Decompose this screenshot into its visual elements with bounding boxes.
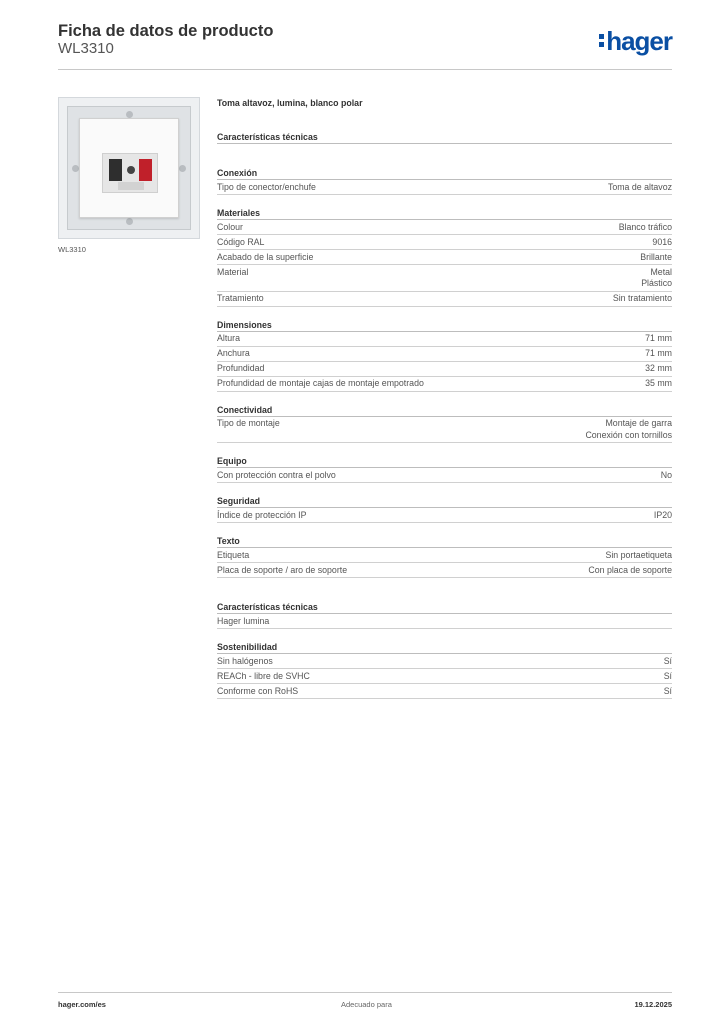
spec-value-line: 9016 — [652, 236, 672, 247]
spec-section — [217, 494, 672, 523]
footer-date: 19.12.2025 — [634, 1000, 672, 1009]
spec-value-line: Plástico — [641, 278, 672, 288]
spec-label: Tipo de montaje — [217, 418, 280, 428]
spec-value-line: Sí — [663, 670, 672, 681]
spec-row — [217, 684, 672, 699]
spec-label: Acabado de la superficie — [217, 251, 314, 262]
spec-value-line: Montaje de garra — [605, 418, 672, 428]
cover-plate — [79, 118, 179, 218]
specification-list — [217, 96, 672, 710]
spec-section — [217, 166, 672, 195]
spec-row — [217, 220, 672, 235]
spec-value-line: Toma de altavoz — [607, 181, 672, 192]
spec-value — [588, 565, 672, 577]
speaker-terminal-block — [102, 153, 158, 193]
product-reference: WL3310 — [58, 40, 114, 57]
spec-label: Índice de protección IP — [217, 509, 307, 520]
spec-row — [217, 614, 672, 629]
spec-section — [217, 130, 672, 144]
spec-label: Profundidad — [217, 363, 265, 373]
spec-label: Altura — [217, 333, 240, 343]
section-heading: Seguridad — [217, 494, 672, 508]
spec-value-line: Sin tratamiento — [612, 293, 672, 303]
spec-label: Anchura — [217, 348, 250, 358]
spec-label: Código RAL — [217, 236, 265, 247]
black-terminal-icon — [109, 159, 122, 181]
spec-value — [619, 222, 672, 234]
spec-value-line: 71 mm — [645, 348, 672, 358]
spec-row — [217, 417, 672, 444]
spec-value-line: Sí — [663, 685, 672, 696]
spec-section — [217, 454, 672, 483]
spec-value-line: Sin portaetiqueta — [605, 549, 672, 560]
section-heading: Sostenibilidad — [217, 640, 672, 654]
spec-section — [217, 206, 672, 307]
spec-value — [664, 686, 672, 698]
spec-section — [217, 318, 672, 392]
spec-value — [640, 252, 672, 264]
spec-row — [217, 548, 672, 563]
spec-value — [664, 656, 672, 668]
spec-value-line: Sí — [663, 655, 672, 666]
spec-section — [217, 640, 672, 699]
section-heading: Equipo — [217, 454, 672, 468]
spec-value-line: 35 mm — [645, 378, 672, 388]
spec-value — [608, 182, 672, 194]
spec-value-line: 32 mm — [645, 363, 672, 373]
spec-label: Etiqueta — [217, 549, 250, 560]
terminal-tab-icon — [118, 182, 144, 190]
spec-value — [605, 550, 672, 562]
spec-row — [217, 250, 672, 265]
spec-row — [217, 180, 672, 195]
footer-website-link[interactable]: hager.com/es — [58, 1000, 106, 1009]
spec-value-line: IP20 — [653, 509, 672, 520]
spec-value-line: Blanco tráfico — [618, 221, 672, 232]
spec-label: Con protección contra el polvo — [217, 469, 336, 480]
spec-label: Material — [217, 266, 249, 277]
screw-icon — [72, 165, 79, 172]
section-heading: Conectividad — [217, 403, 672, 417]
spec-label: Colour — [217, 221, 243, 232]
spec-section — [217, 403, 672, 444]
spec-row — [217, 347, 672, 362]
spec-label: Conforme con RoHS — [217, 685, 299, 696]
spec-label: Tratamiento — [217, 293, 264, 303]
spec-label: Placa de soporte / aro de soporte — [217, 564, 348, 575]
spec-row — [217, 508, 672, 523]
spec-label: Tipo de conector/enchufe — [217, 181, 316, 192]
spec-row — [217, 362, 672, 377]
spec-value — [664, 671, 672, 683]
spec-value — [613, 293, 672, 305]
spec-row — [217, 377, 672, 392]
terminal-hole-icon — [127, 166, 135, 174]
red-terminal-icon — [139, 159, 152, 181]
spec-value-line: Con placa de soporte — [588, 564, 672, 575]
document-title: Ficha de datos de producto — [58, 22, 274, 40]
spec-row — [217, 235, 672, 250]
spec-section — [217, 600, 672, 629]
spec-value-line: Brillante — [640, 251, 672, 262]
spec-value — [645, 378, 672, 390]
spec-value — [645, 348, 672, 360]
spec-value — [641, 267, 672, 290]
spec-value — [652, 237, 672, 249]
spec-value — [645, 333, 672, 345]
spec-value — [661, 470, 672, 482]
footer-suitable-for: Adecuado para — [341, 1000, 392, 1009]
section-heading: Características técnicas — [217, 130, 672, 144]
spec-label: Hager lumina — [217, 615, 270, 626]
spec-value — [645, 363, 672, 375]
spec-row — [217, 468, 672, 483]
spec-label: REACh - libre de SVHC — [217, 670, 310, 681]
screw-icon — [126, 111, 133, 118]
page-footer — [58, 992, 672, 1016]
spec-value-line: 71 mm — [645, 333, 672, 343]
image-caption: WL3310 — [58, 245, 86, 254]
screw-icon — [126, 218, 133, 225]
logo-dots-icon — [599, 31, 604, 49]
screw-icon — [179, 165, 186, 172]
spec-value-line: Metal — [650, 266, 672, 277]
section-heading: Materiales — [217, 206, 672, 220]
product-image — [58, 97, 200, 239]
spec-row — [217, 332, 672, 347]
spec-value-line: No — [660, 469, 672, 480]
spec-label: Sin halógenos — [217, 655, 273, 666]
hager-logo[interactable] — [599, 26, 672, 57]
section-heading: Características técnicas — [217, 600, 672, 614]
section-heading: Conexión — [217, 166, 672, 180]
spec-section — [217, 534, 672, 578]
spec-value-line: Conexión con tornillos — [585, 429, 672, 440]
spec-row — [217, 563, 672, 578]
page-header — [58, 20, 672, 70]
logo-text: hager — [606, 26, 672, 56]
spec-row — [217, 265, 672, 292]
spec-value — [585, 418, 672, 441]
spec-row — [217, 292, 672, 307]
spec-row — [217, 669, 672, 684]
spec-label: Profundidad de montaje cajas de montaje empotrado — [217, 378, 424, 388]
section-heading: Dimensiones — [217, 318, 672, 332]
section-heading: Texto — [217, 534, 672, 548]
spec-value — [654, 510, 672, 522]
product-name: Toma altavoz, lumina, blanco polar — [217, 98, 363, 108]
spec-row — [217, 654, 672, 669]
